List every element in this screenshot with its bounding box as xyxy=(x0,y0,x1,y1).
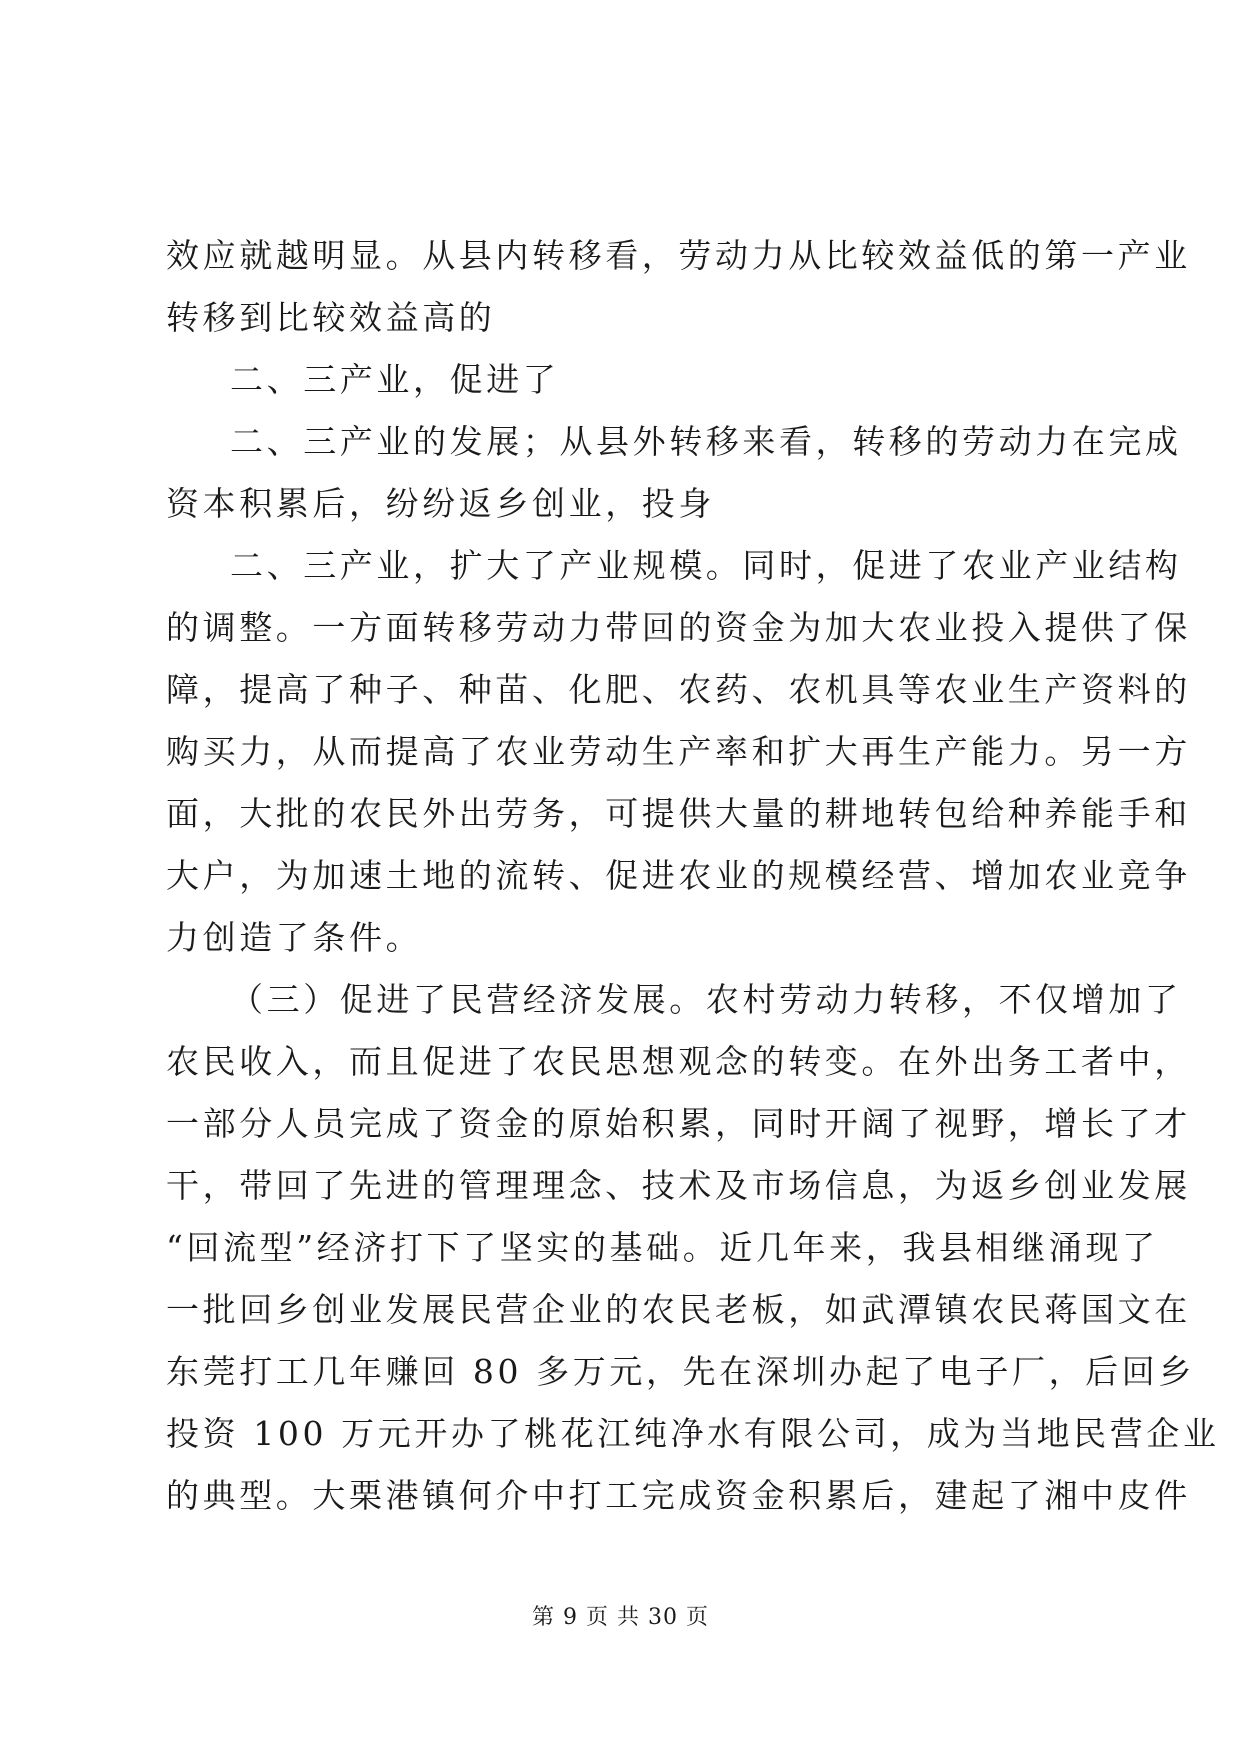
body-line: 购买力，从而提高了农业劳动生产率和扩大再生产能力。另一方 xyxy=(166,732,1191,771)
body-line: 二、三产业的发展；从县外转移来看，转移的劳动力在完成 xyxy=(230,422,1182,461)
body-line: （三）促进了民营经济发展。农村劳动力转移，不仅增加了 xyxy=(230,980,1182,1019)
body-line: 资本积累后，纷纷返乡创业，投身 xyxy=(166,484,715,523)
body-line: 面，大批的农民外出劳务，可提供大量的耕地转包给种养能手和 xyxy=(166,794,1191,833)
body-line: 的典型。大栗港镇何介中打工完成资金积累后，建起了湘中皮件 xyxy=(166,1476,1191,1515)
body-line: 二、三产业，促进了 xyxy=(230,360,560,399)
body-line: “回流型”经济打下了坚实的基础。近几年来，我县相继涌现了 xyxy=(166,1228,1159,1267)
body-line: 干，带回了先进的管理理念、技术及市场信息，为返乡创业发展 xyxy=(166,1166,1191,1205)
body-line: 效应就越明显。从县内转移看，劳动力从比较效益低的第一产业 xyxy=(166,236,1191,275)
body-line: 的调整。一方面转移劳动力带回的资金为加大农业投入提供了保 xyxy=(166,608,1191,647)
body-line: 东莞打工几年赚回 80 多万元，先在深圳办起了电子厂，后回乡 xyxy=(166,1352,1195,1391)
page-footer: 第 9 页 共 30 页 xyxy=(532,1605,709,1630)
body-line: 转移到比较效益高的 xyxy=(166,298,496,337)
body-line: 障，提高了种子、种苗、化肥、农药、农机具等农业生产资料的 xyxy=(166,670,1191,709)
body-line: 大户，为加速土地的流转、促进农业的规模经营、增加农业竞争 xyxy=(166,856,1191,895)
body-line: 农民收入，而且促进了农民思想观念的转变。在外出务工者中， xyxy=(166,1042,1191,1081)
body-line: 一批回乡创业发展民营企业的农民老板，如武潭镇农民蒋国文在 xyxy=(166,1290,1191,1329)
body-line: 投资 100 万元开办了桃花江纯净水有限公司，成为当地民营企业 xyxy=(166,1414,1220,1453)
body-line: 力创造了条件。 xyxy=(166,918,423,957)
body-line: 一部分人员完成了资金的原始积累，同时开阔了视野，增长了才 xyxy=(166,1104,1191,1143)
body-line: 二、三产业，扩大了产业规模。同时，促进了农业产业结构 xyxy=(230,546,1182,585)
